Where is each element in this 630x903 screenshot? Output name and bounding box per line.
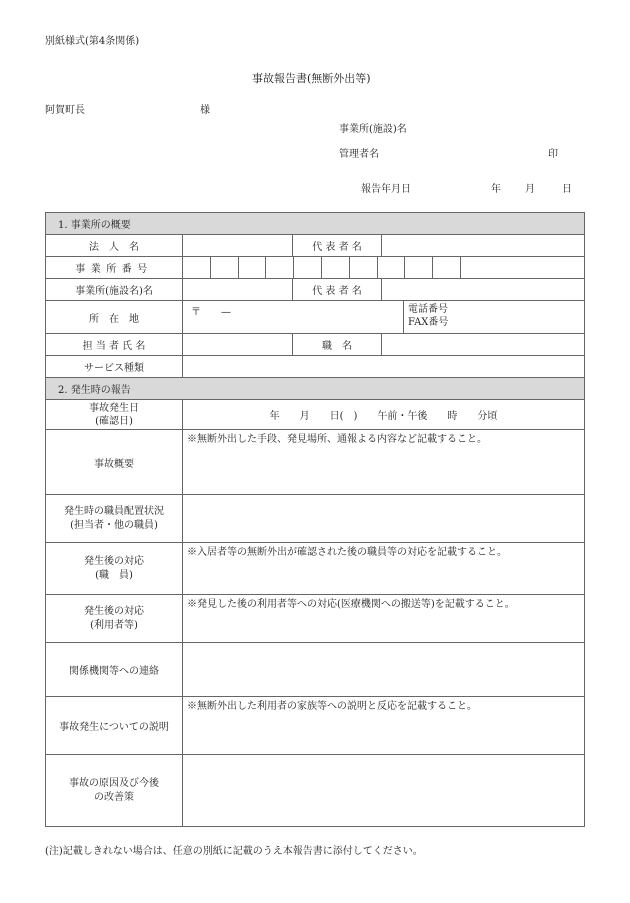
user-response-field[interactable]: ※発見した後の利用者等への対応(医療機関への搬送等)を記載すること。 xyxy=(183,595,585,643)
user-response-label: 発生後の対応 (利用者等) xyxy=(46,595,183,643)
incident-summary-field[interactable]: ※無断外出した手段、発見場所、通報よる内容など記載すること。 xyxy=(183,430,585,495)
fax-number-label: FAX番号 xyxy=(408,317,449,328)
office-number-digit[interactable] xyxy=(183,257,211,278)
staff-response-label: 発生後の対応 (職 員) xyxy=(46,543,183,595)
address-label: 所 在 地 xyxy=(46,301,183,334)
family-explanation-field[interactable]: ※無断外出した利用者の家族等への説明と反応を記載すること。 xyxy=(183,697,585,755)
office-number-digit[interactable] xyxy=(239,257,267,278)
office-number-digit[interactable] xyxy=(294,257,322,278)
report-year-label: 年 xyxy=(491,184,501,195)
agency-contact-field[interactable] xyxy=(183,643,585,697)
position-label: 職 名 xyxy=(293,334,382,356)
representative-name-field-2[interactable] xyxy=(382,279,585,301)
office-number-field[interactable] xyxy=(183,257,585,279)
staffing-status-field[interactable] xyxy=(183,495,585,543)
document-title: 事故報告書(無断外出等) xyxy=(252,72,371,85)
representative-name-label: 代 表 者 名 xyxy=(293,235,382,257)
report-form-table xyxy=(45,212,585,827)
office-number-digit[interactable] xyxy=(266,257,294,278)
office-number-digit[interactable] xyxy=(350,257,378,278)
office-number-digit[interactable] xyxy=(433,257,460,278)
section-1-heading: 1. 事業所の概要 xyxy=(46,213,585,235)
representative-name-field[interactable] xyxy=(382,235,585,257)
incident-summary-label: 事故概要 xyxy=(46,430,183,495)
facility-name-label: 事業所(施設)名 xyxy=(339,124,407,135)
postal-code-field[interactable]: 〒 — xyxy=(191,307,231,318)
service-type-label: サービス種類 xyxy=(46,356,183,378)
report-day-label: 日 xyxy=(562,184,572,195)
office-name-field[interactable] xyxy=(183,279,293,301)
footer-note: (注)記載しきれない場合は、任意の別紙に記載のうえ本報告書に添付してください。 xyxy=(45,846,423,857)
addressee: 阿賀町長 xyxy=(45,105,85,116)
staff-name-label: 担 当 者 氏 名 xyxy=(46,334,183,356)
service-type-field[interactable] xyxy=(183,356,585,378)
form-reference: 別紙様式(第4条関係) xyxy=(45,36,140,47)
report-date-label: 報告年月日 xyxy=(361,184,411,195)
seal-mark: 印 xyxy=(548,149,558,160)
office-number-digit[interactable] xyxy=(378,257,406,278)
corporation-name-field[interactable] xyxy=(183,235,293,257)
section-2-heading: 2. 発生時の報告 xyxy=(46,378,585,400)
staff-name-field[interactable] xyxy=(183,334,293,356)
staffing-status-label: 発生時の職員配置状況 (担当者・他の職員) xyxy=(46,495,183,543)
family-explanation-label: 事故発生についての説明 xyxy=(46,697,183,755)
office-number-digit[interactable] xyxy=(322,257,350,278)
address-field[interactable] xyxy=(183,301,585,334)
agency-contact-label: 関係機関等への連絡 xyxy=(46,643,183,697)
position-field[interactable] xyxy=(382,334,585,356)
occurrence-date-field[interactable]: 年 月 日( ) 午前・午後 時 分頃 xyxy=(183,400,585,430)
cause-improvement-label: 事故の原因及び今後 の改善策 xyxy=(46,755,183,827)
office-name-label: 事業所(施設名)名 xyxy=(46,279,183,301)
staff-response-field[interactable]: ※入居者等の無断外出が確認された後の職員等の対応を記載すること。 xyxy=(183,543,585,595)
addressee-honorific: 様 xyxy=(200,105,210,116)
report-month-label: 月 xyxy=(525,184,535,195)
office-number-digit[interactable] xyxy=(405,257,433,278)
occurrence-date-label: 事故発生日 (確認日) xyxy=(46,400,183,430)
representative-name-label-2: 代 表 者 名 xyxy=(293,279,382,301)
office-number-label: 事業所番号 xyxy=(46,257,183,279)
office-number-digit[interactable] xyxy=(211,257,239,278)
corporation-name-label: 法 人 名 xyxy=(46,235,183,257)
manager-name-label: 管理者名 xyxy=(339,149,379,160)
cause-improvement-field[interactable] xyxy=(183,755,585,827)
phone-number-label: 電話番号 xyxy=(408,304,448,315)
